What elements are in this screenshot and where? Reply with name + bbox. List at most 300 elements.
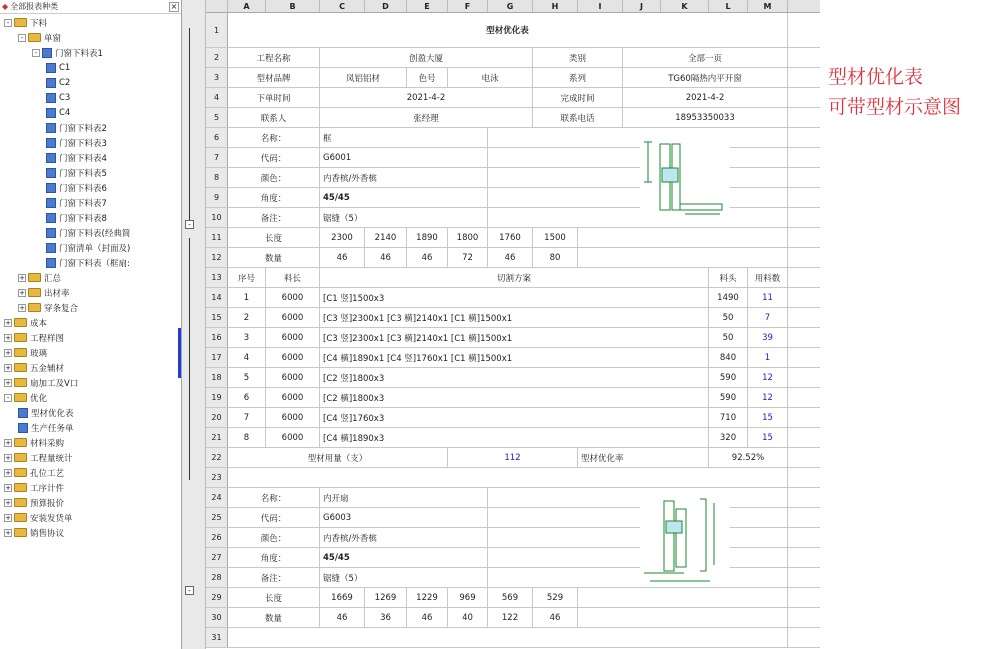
cell[interactable]: 2 xyxy=(228,308,266,327)
cell[interactable] xyxy=(578,228,788,247)
cell[interactable]: 型材用量（支） xyxy=(228,448,448,467)
cell[interactable]: 6 xyxy=(228,388,266,407)
cell[interactable]: 工程名称 xyxy=(228,48,320,67)
row-number[interactable]: 15 xyxy=(206,308,228,327)
row-number[interactable]: 2 xyxy=(206,48,228,67)
expand-icon[interactable]: - xyxy=(4,19,12,27)
cell[interactable]: 6000 xyxy=(266,308,320,327)
cell[interactable]: 型材优化率 xyxy=(578,448,709,467)
cell[interactable]: 全部一页 xyxy=(623,48,788,67)
tree-node[interactable] xyxy=(4,330,64,345)
column-heading[interactable]: G xyxy=(488,0,533,12)
cell[interactable]: 320 xyxy=(709,428,748,447)
cell[interactable]: [C1 竖]1500x3 xyxy=(320,288,709,307)
tree-node-label: C2 xyxy=(59,77,71,88)
row-number[interactable]: 1 xyxy=(206,13,228,47)
cell[interactable]: 45/45 xyxy=(320,188,488,207)
column-heading[interactable]: L xyxy=(709,0,748,12)
cell[interactable] xyxy=(488,148,788,167)
tree-header xyxy=(0,0,181,14)
report-icon xyxy=(18,408,28,418)
sheet-title[interactable]: 型材优化表 xyxy=(228,13,788,47)
tree-node[interactable] xyxy=(46,120,107,135)
row-number[interactable]: 16 xyxy=(206,328,228,347)
cell[interactable]: 料长 xyxy=(266,268,320,287)
report-icon xyxy=(46,213,56,223)
tree-node-label: 销售协议 xyxy=(30,528,65,539)
row-number[interactable]: 14 xyxy=(206,288,228,307)
cell[interactable]: 内香槟/外香槟 xyxy=(320,528,488,547)
cell[interactable]: 6000 xyxy=(266,388,320,407)
expand-icon[interactable]: + xyxy=(5,363,11,372)
cell[interactable]: [C3 竖]2300x1 [C3 横]2140x1 [C1 横]1500x1 xyxy=(320,308,709,327)
cell[interactable]: 6000 xyxy=(266,408,320,427)
cell[interactable]: 710 xyxy=(709,408,748,427)
cell[interactable]: 569 xyxy=(488,588,533,607)
cell[interactable]: 6000 xyxy=(266,328,320,347)
cell[interactable]: 1229 xyxy=(407,588,448,607)
sheet-row xyxy=(206,588,820,608)
sheet-row xyxy=(206,408,820,428)
cell[interactable]: 46 xyxy=(407,248,448,267)
folder-icon xyxy=(14,528,27,537)
column-heading[interactable]: C xyxy=(320,0,365,12)
folder-icon xyxy=(28,288,41,297)
tree-node[interactable] xyxy=(18,420,74,435)
row-number[interactable]: 28 xyxy=(206,568,228,587)
row-number[interactable]: 8 xyxy=(206,168,228,187)
cell[interactable]: [C4 横]1890x1 [C4 竖]1760x1 [C1 横]1500x1 xyxy=(320,348,709,367)
row-number[interactable]: 12 xyxy=(206,248,228,267)
tree-node[interactable] xyxy=(46,90,70,105)
sheet-row xyxy=(206,48,820,68)
cell[interactable]: 46 xyxy=(488,248,533,267)
sheet-row xyxy=(206,288,820,308)
row-number[interactable]: 20 xyxy=(206,408,228,427)
cell[interactable]: 角度： xyxy=(228,548,320,567)
cell[interactable]: 1 xyxy=(228,288,266,307)
tree-node-label: 门窗下料表2 xyxy=(59,123,107,134)
cell[interactable]: 类别 xyxy=(533,48,623,67)
cell[interactable]: 长度 xyxy=(228,588,320,607)
expand-icon[interactable]: + xyxy=(5,333,11,342)
cell[interactable]: [C4 竖]1760x3 xyxy=(320,408,709,427)
tree-node[interactable] xyxy=(18,270,61,285)
folder-icon xyxy=(14,333,27,342)
expand-icon[interactable]: + xyxy=(5,528,11,537)
cell[interactable]: 电泳 xyxy=(448,68,533,87)
row-number[interactable]: 18 xyxy=(206,368,228,387)
tree-node-label: 材料采购 xyxy=(30,438,65,449)
cell[interactable]: 长度 xyxy=(228,228,320,247)
cell[interactable]: 1800 xyxy=(448,228,488,247)
cell[interactable]: 颜色： xyxy=(228,168,320,187)
sheet-row xyxy=(206,348,820,368)
tree-node-label: 下料 xyxy=(30,18,48,29)
tree-node[interactable] xyxy=(4,15,47,30)
cell[interactable]: 2140 xyxy=(365,228,407,247)
cell[interactable] xyxy=(488,188,788,207)
tree-node[interactable] xyxy=(46,60,70,75)
close-icon[interactable]: × xyxy=(170,1,178,11)
folder-icon xyxy=(28,273,41,282)
expand-icon[interactable]: + xyxy=(5,348,11,357)
tree-node[interactable] xyxy=(32,45,103,60)
cell[interactable]: 料头 xyxy=(709,268,748,287)
cell[interactable]: 完成时间 xyxy=(533,88,623,107)
cell[interactable]: 颜色： xyxy=(228,528,320,547)
tree-node[interactable] xyxy=(4,480,64,495)
cell[interactable]: G6003 xyxy=(320,508,488,527)
row-number[interactable]: 31 xyxy=(206,628,228,647)
cell[interactable]: 15 xyxy=(748,428,788,447)
cell[interactable]: 12 xyxy=(748,368,788,387)
cell[interactable]: 创盈大厦 xyxy=(320,48,533,67)
sheet-row xyxy=(206,228,820,248)
cell[interactable]: [C2 横]1800x3 xyxy=(320,388,709,407)
cell[interactable]: 系列 xyxy=(533,68,623,87)
cell[interactable]: 锯缝（5） xyxy=(320,208,488,227)
folder-icon xyxy=(14,513,27,522)
column-heading[interactable]: K xyxy=(661,0,709,12)
cell[interactable]: 代码： xyxy=(228,508,320,527)
tree-node[interactable] xyxy=(4,435,64,450)
tree-node[interactable] xyxy=(4,465,64,480)
tree-node[interactable] xyxy=(46,105,70,120)
folder-icon xyxy=(28,33,41,42)
row-number[interactable]: 30 xyxy=(206,608,228,627)
cell[interactable]: 529 xyxy=(533,588,578,607)
tree-node-label: 孔位工艺 xyxy=(30,468,65,479)
report-icon xyxy=(46,78,56,88)
row-number[interactable]: 25 xyxy=(206,508,228,527)
tree-node-label: 工序计件 xyxy=(30,483,65,494)
column-heading[interactable]: F xyxy=(448,0,488,12)
tree-node-label: 门窗下料表6 xyxy=(59,183,107,194)
cell[interactable]: 7 xyxy=(748,308,788,327)
cell[interactable]: 1 xyxy=(748,348,788,367)
folder-icon xyxy=(14,468,27,477)
tree-node[interactable] xyxy=(46,195,107,210)
cell[interactable]: 6000 xyxy=(266,428,320,447)
column-heading[interactable]: J xyxy=(623,0,661,12)
cell[interactable]: 15 xyxy=(748,408,788,427)
profile-drawing-sash xyxy=(640,495,730,585)
tree-node-label: 门窗下料表4 xyxy=(59,153,107,164)
expand-icon[interactable]: - xyxy=(18,34,26,42)
tree-node[interactable] xyxy=(4,495,64,510)
cell[interactable]: 内香槟/外香槟 xyxy=(320,168,488,187)
cell[interactable]: 1490 xyxy=(709,288,748,307)
row-number[interactable]: 4 xyxy=(206,88,228,107)
tree-node[interactable] xyxy=(4,345,47,360)
folder-icon xyxy=(14,438,27,447)
report-icon xyxy=(42,48,52,58)
row-number[interactable]: 3 xyxy=(206,68,228,87)
row-number[interactable]: 29 xyxy=(206,588,228,607)
tree-node-label: 成本 xyxy=(30,318,48,329)
cell[interactable]: 5 xyxy=(228,368,266,387)
row-number[interactable]: 11 xyxy=(206,228,228,247)
cell[interactable]: 联系电话 xyxy=(533,108,623,127)
tree-node[interactable] xyxy=(18,300,78,315)
tree-node[interactable] xyxy=(18,30,61,45)
expand-icon[interactable]: + xyxy=(5,468,11,477)
row-number[interactable]: 13 xyxy=(206,268,228,287)
cell[interactable]: 36 xyxy=(365,608,407,627)
cell[interactable] xyxy=(488,508,788,527)
cell[interactable]: 2021-4-2 xyxy=(320,88,533,107)
tree-node-label: 型材优化表 xyxy=(31,408,74,419)
expand-icon[interactable]: + xyxy=(5,483,11,492)
column-heading[interactable]: B xyxy=(266,0,320,12)
sheet-row xyxy=(206,13,820,48)
cell[interactable]: 72 xyxy=(448,248,488,267)
sheet-row xyxy=(206,268,820,288)
cell[interactable]: 590 xyxy=(709,388,748,407)
cell[interactable]: 名称： xyxy=(228,488,320,507)
report-icon xyxy=(46,123,56,133)
cell[interactable]: 12 xyxy=(748,388,788,407)
cell[interactable]: 代码： xyxy=(228,148,320,167)
row-number[interactable]: 21 xyxy=(206,428,228,447)
expand-icon[interactable]: - xyxy=(32,49,40,57)
row-number[interactable]: 27 xyxy=(206,548,228,567)
cell[interactable]: 张经理 xyxy=(320,108,533,127)
row-number[interactable]: 17 xyxy=(206,348,228,367)
report-icon xyxy=(46,63,56,73)
tree-node[interactable] xyxy=(46,210,107,225)
sheet-row xyxy=(206,628,820,648)
expand-icon[interactable]: + xyxy=(19,288,25,297)
tree-node[interactable] xyxy=(46,165,107,180)
expand-icon[interactable]: + xyxy=(5,438,11,447)
cell[interactable]: 39 xyxy=(748,328,788,347)
cell[interactable]: 锯缝（5） xyxy=(320,568,488,587)
cell[interactable]: 数量 xyxy=(228,608,320,627)
column-heading[interactable]: H xyxy=(533,0,578,12)
cell[interactable]: 备注： xyxy=(228,208,320,227)
cell[interactable]: 角度： xyxy=(228,188,320,207)
cell[interactable] xyxy=(488,168,788,187)
cell[interactable] xyxy=(578,588,788,607)
cell[interactable] xyxy=(578,248,788,267)
cell[interactable]: 联系人 xyxy=(228,108,320,127)
tree-node[interactable] xyxy=(46,255,130,270)
row-number[interactable]: 24 xyxy=(206,488,228,507)
tree-node-label: C4 xyxy=(59,107,71,118)
tree-node-label: 门窗清单（封面及) xyxy=(59,243,131,254)
tree-node[interactable] xyxy=(4,375,78,390)
row-number[interactable]: 6 xyxy=(206,128,228,147)
cell[interactable]: 8 xyxy=(228,428,266,447)
cell[interactable]: 备注： xyxy=(228,568,320,587)
cell[interactable]: 45/45 xyxy=(320,548,488,567)
column-heading[interactable]: I xyxy=(578,0,623,12)
cell[interactable]: 112 xyxy=(448,448,578,467)
expand-icon[interactable]: + xyxy=(5,318,11,327)
tree-node-label: 单窗 xyxy=(44,33,62,44)
cell[interactable]: 46 xyxy=(320,608,365,627)
cell[interactable]: 凤铝铝材 xyxy=(320,68,407,87)
cell[interactable]: 1669 xyxy=(320,588,365,607)
tree-node-label: 穿条复合 xyxy=(44,303,79,314)
row-number[interactable]: 10 xyxy=(206,208,228,227)
column-heading[interactable] xyxy=(206,0,228,12)
cell[interactable]: 2300 xyxy=(320,228,365,247)
cell[interactable]: 92.52% xyxy=(709,448,788,467)
folder-icon xyxy=(14,498,27,507)
cell[interactable] xyxy=(488,488,788,507)
tree-node[interactable] xyxy=(46,75,70,90)
cell[interactable]: 名称： xyxy=(228,128,320,147)
expand-icon[interactable]: + xyxy=(19,273,25,282)
tree-node[interactable] xyxy=(4,510,73,525)
cell[interactable]: 46 xyxy=(407,608,448,627)
row-number[interactable]: 5 xyxy=(206,108,228,127)
expand-icon[interactable]: - xyxy=(4,394,12,402)
cell[interactable] xyxy=(488,548,788,567)
sheet-row xyxy=(206,388,820,408)
tree-node[interactable] xyxy=(18,405,74,420)
report-icon xyxy=(46,258,56,268)
cell[interactable]: 6000 xyxy=(266,288,320,307)
folder-icon xyxy=(14,318,27,327)
column-heading[interactable]: A xyxy=(228,0,266,12)
tree-node[interactable] xyxy=(46,240,130,255)
sheet-row xyxy=(206,68,820,88)
cell[interactable]: 色号 xyxy=(407,68,448,87)
cell[interactable] xyxy=(228,468,788,487)
cell[interactable]: 50 xyxy=(709,328,748,347)
tree-node-label: 预算报价 xyxy=(30,498,65,509)
cell[interactable]: 80 xyxy=(533,248,578,267)
cell[interactable]: 590 xyxy=(709,368,748,387)
cell[interactable]: 1269 xyxy=(365,588,407,607)
annotation-line1: 型材优化表 xyxy=(828,66,924,88)
cell[interactable] xyxy=(488,528,788,547)
cell[interactable]: 切割方案 xyxy=(320,268,709,287)
report-icon xyxy=(46,228,56,238)
cell[interactable]: 969 xyxy=(448,588,488,607)
tree-node[interactable] xyxy=(46,225,130,240)
tree-node[interactable] xyxy=(18,285,70,300)
cell[interactable] xyxy=(488,208,788,227)
report-icon xyxy=(46,168,56,178)
cell[interactable]: TG60隔热内平开窗 xyxy=(623,68,788,87)
expand-icon[interactable]: + xyxy=(19,303,25,312)
row-number[interactable]: 19 xyxy=(206,388,228,407)
profile-drawing-frame xyxy=(640,138,730,220)
collapse-group-button[interactable]: - xyxy=(185,220,194,229)
cell[interactable]: 46 xyxy=(320,248,365,267)
cell[interactable] xyxy=(488,568,788,587)
cell[interactable]: 2021-4-2 xyxy=(623,88,788,107)
column-heading[interactable]: E xyxy=(407,0,448,12)
tree-node[interactable] xyxy=(46,135,107,150)
cell[interactable]: 用料数 xyxy=(748,268,788,287)
expand-icon[interactable]: + xyxy=(5,453,11,462)
cell[interactable]: 18953350033 xyxy=(623,108,788,127)
row-number[interactable]: 7 xyxy=(206,148,228,167)
report-icon xyxy=(46,183,56,193)
tree-node[interactable] xyxy=(4,390,47,405)
cell[interactable]: 数量 xyxy=(228,248,320,267)
column-heading[interactable]: M xyxy=(748,0,788,12)
cell[interactable]: [C2 竖]1800x3 xyxy=(320,368,709,387)
cell[interactable]: 840 xyxy=(709,348,748,367)
cell[interactable]: [C4 横]1890x3 xyxy=(320,428,709,447)
expand-icon[interactable]: + xyxy=(5,378,11,387)
tree-node-label: C1 xyxy=(59,62,71,73)
cell[interactable]: 1890 xyxy=(407,228,448,247)
row-number[interactable]: 26 xyxy=(206,528,228,547)
report-icon xyxy=(18,423,28,433)
tree-node[interactable] xyxy=(4,525,64,540)
cell[interactable]: 50 xyxy=(709,308,748,327)
tree-node-label: 门窗下料表1 xyxy=(55,48,103,59)
cell[interactable]: 46 xyxy=(365,248,407,267)
folder-icon xyxy=(14,18,27,27)
collapse-group-button[interactable]: - xyxy=(185,586,194,595)
cell[interactable]: 1500 xyxy=(533,228,578,247)
cell[interactable]: 内开扇 xyxy=(320,488,488,507)
cell[interactable]: 框 xyxy=(320,128,488,147)
cell[interactable]: 序号 xyxy=(228,268,266,287)
expand-icon[interactable]: + xyxy=(5,513,11,522)
cell[interactable]: 40 xyxy=(448,608,488,627)
cell[interactable]: 46 xyxy=(533,608,578,627)
cell[interactable]: 1760 xyxy=(488,228,533,247)
report-icon xyxy=(46,138,56,148)
cell[interactable]: 6000 xyxy=(266,348,320,367)
tree-node-label: C3 xyxy=(59,92,71,103)
cell[interactable]: [C3 竖]2300x1 [C3 横]2140x1 [C1 横]1500x1 xyxy=(320,328,709,347)
cell[interactable]: 6000 xyxy=(266,368,320,387)
folder-icon xyxy=(28,303,41,312)
cell[interactable]: 11 xyxy=(748,288,788,307)
cell[interactable]: 122 xyxy=(488,608,533,627)
tree-node[interactable] xyxy=(4,360,64,375)
sheet-row xyxy=(206,368,820,388)
cell[interactable]: 型材品牌 xyxy=(228,68,320,87)
cell[interactable] xyxy=(228,628,788,647)
tree-node-label: 门窗下料表（框扇: xyxy=(59,258,130,269)
tree-node[interactable] xyxy=(46,180,107,195)
row-number[interactable]: 23 xyxy=(206,468,228,487)
cell[interactable]: 4 xyxy=(228,348,266,367)
sheet-row xyxy=(206,428,820,448)
tree-node[interactable] xyxy=(4,450,73,465)
group-bracket xyxy=(189,28,195,223)
cell[interactable]: 3 xyxy=(228,328,266,347)
cell[interactable] xyxy=(578,608,788,627)
row-number[interactable]: 22 xyxy=(206,448,228,467)
tree-node[interactable] xyxy=(46,150,107,165)
column-header xyxy=(206,0,820,13)
cell[interactable]: G6001 xyxy=(320,148,488,167)
tree-node-label: 工程量统计 xyxy=(30,453,73,464)
tree-node-label: 门窗下料表8 xyxy=(59,213,107,224)
expand-icon[interactable]: + xyxy=(5,498,11,507)
cell[interactable] xyxy=(488,128,788,147)
cell[interactable]: 7 xyxy=(228,408,266,427)
cell[interactable]: 下单时间 xyxy=(228,88,320,107)
row-number[interactable]: 9 xyxy=(206,188,228,207)
tree-node[interactable] xyxy=(4,315,47,330)
column-heading[interactable]: D xyxy=(365,0,407,12)
sheet-row xyxy=(206,88,820,108)
